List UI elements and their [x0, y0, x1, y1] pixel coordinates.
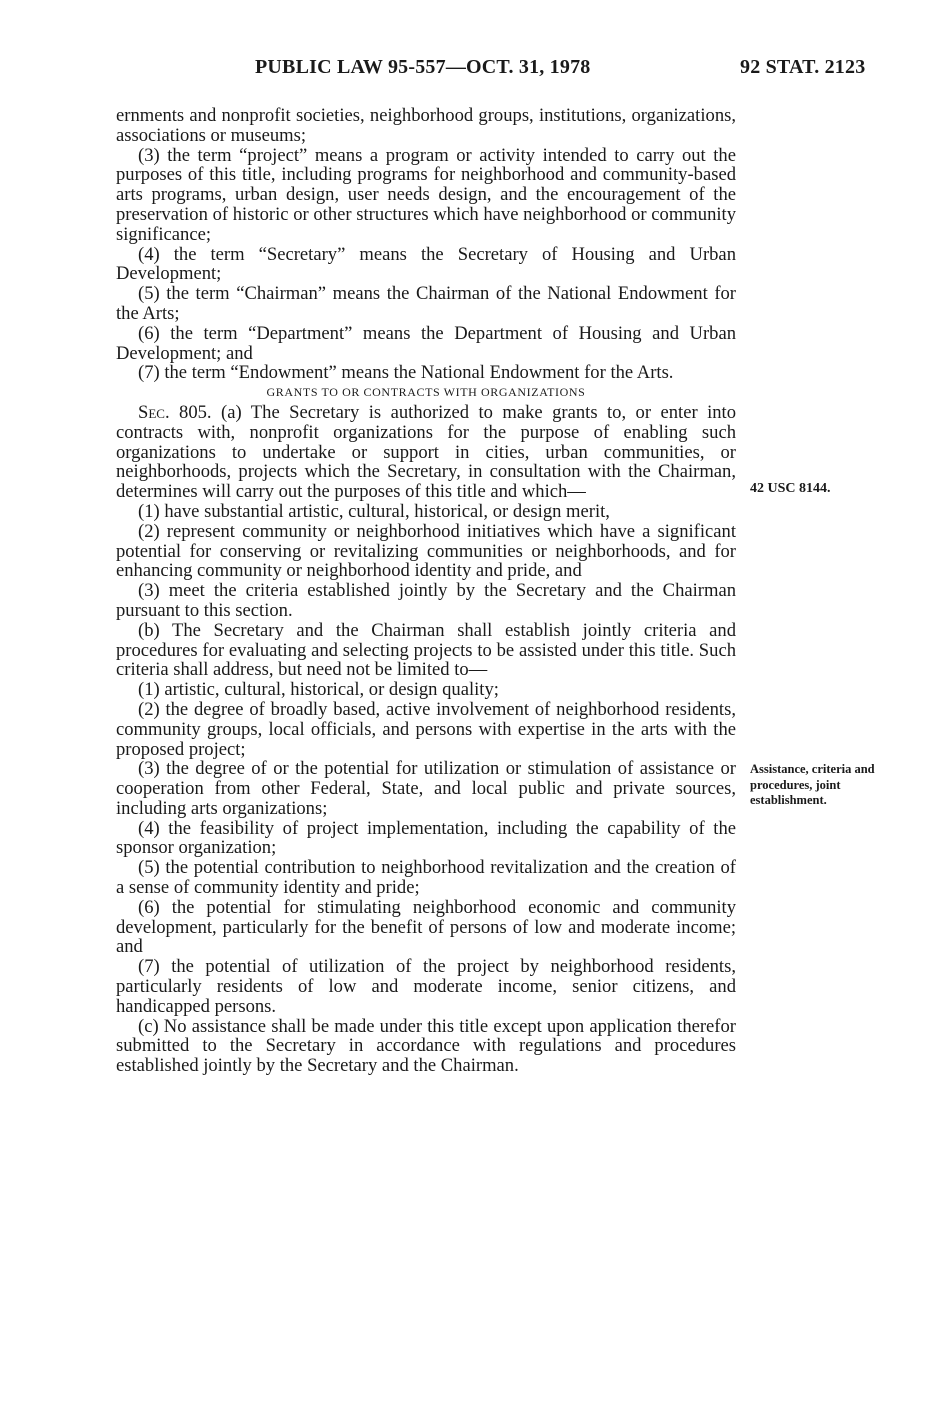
subsection-b-item: (3) the degree of or the potential for utilization or stimulation of assistance or cooperation from other Federal, State, and local public and private sources, including arts organizations;: [116, 758, 736, 819]
subsection-b-item: (7) the potential of utilization of the project by neighborhood residents, particularly residents of low and moderate income, senior citizens, and handicapped persons.: [116, 956, 736, 1017]
subsection-b-item: (2) the degree of broadly based, active involvement of neighborhood residents, community groups, local officials, and persons with expertise in the arts with the proposed project;: [116, 698, 736, 760]
definition-item: (4) the term “Secretary” means the Secretary of Housing and Urban Development;: [116, 243, 736, 285]
subsection-a-item: (2) represent community or neighborhood initiatives which have a significant potential for conserving or revitalizing communities or neighborhoods, and for enhancing community or neighborhood identity and pride, and: [116, 520, 736, 582]
margin-note-usc: 42 USC 8144.: [750, 481, 831, 496]
subsection-b-item: (4) the feasibility of project implementation, including the capability of the sponsor organization;: [116, 817, 736, 859]
subsection-b: (b) The Secretary and the Chairman shall establish jointly criteria and procedures for evaluating and selecting projects to be assisted under this title. Such criteria shall address, but need not be limited to—: [116, 619, 736, 681]
header-statute-page: 92 STAT. 2123: [740, 56, 866, 78]
subsection-a-item: (3) meet the criteria established jointly by the Secretary and the Chairman pursuant to this section.: [116, 580, 736, 621]
page-header: [0, 56, 947, 86]
definition-item: (3) the term “project” means a program or activity intended to carry out the purposes of this title, including programs for neighborhood and community-based arts programs, urban design, user needs design, and the encouragement of the preservation of historic or other structures which have neighborhood or community significance;: [116, 144, 736, 245]
subsection-b-item: (5) the potential contribution to neighborhood revitalization and the creation of a sense of community identity and pride;: [116, 857, 736, 899]
section-label: Sec. 805.: [138, 401, 212, 423]
definition-item: (5) the term “Chairman” means the Chairman of the National Endowment for the Arts;: [116, 283, 736, 324]
subsection-c: (c) No assistance shall be made under this title except upon application therefor submitted to the Secretary in accordance with regulations and procedures established jointly by the Secretary and the Chairman.: [116, 1015, 736, 1077]
subsection-a-text: (a) The Secretary is authorized to make grants to, or enter into contracts with, nonprofit organizations for the purpose of enabling such organizations to undertake or support in cities, urban communities, or neighborhoods, projects which the Secretary, in consultation with the Chairman, determines will carry out the purposes of this title and which—: [116, 401, 737, 503]
definition-item: (6) the term “Department” means the Department of Housing and Urban Development; and: [116, 322, 736, 364]
definition-item: (7) the term “Endowment” means the National Endowment for the Arts.: [138, 362, 674, 384]
header-title: PUBLIC LAW 95-557—OCT. 31, 1978: [255, 56, 591, 78]
subsection-a: [116, 403, 736, 502]
margin-note-assistance: Assistance, criteria and procedures, joint establishment.: [750, 762, 875, 807]
definition-continued: ernments and nonprofit societies, neighborhood groups, institutions, organizations, associations or museums;: [116, 105, 736, 146]
subsection-a-item: (1) have substantial artistic, cultural, historical, or design merit,: [138, 500, 610, 522]
body-text: [116, 106, 736, 1076]
subsection-b-item: (6) the potential for stimulating neighborhood economic and community development, particularly for the benefit of persons of low and moderate income; and: [116, 896, 736, 958]
section-heading: GRANTS TO OR CONTRACTS WITH ORGANIZATIONS: [266, 385, 586, 400]
subsection-b-item: (1) artistic, cultural, historical, or design quality;: [138, 679, 499, 701]
